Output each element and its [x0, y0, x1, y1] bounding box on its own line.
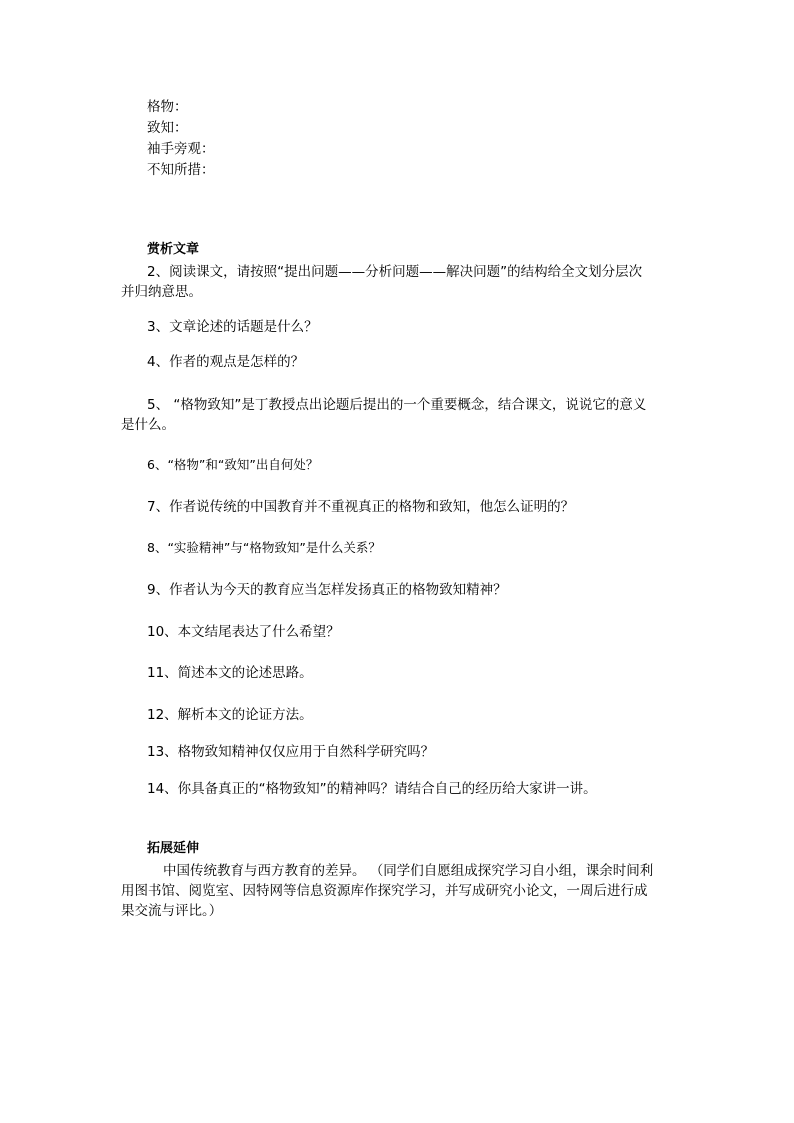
extension-paragraph: 中国传统教育与西方教育的差异。 （同学们自愿组成探究学习自小组，课余时间利用图书馆、阅览室、因特网等信息资源库作探究学习，并写成研究小论文，一周后进行成果交流与评比。）: [121, 863, 654, 919]
vocab-item-xiushou: 袖手旁观：: [147, 141, 215, 157]
question-2: 2、阅读课文，请按照“提出问题——分析问题——解决问题”的结构给全文划分层次并归纳意思。: [121, 264, 643, 300]
question-4: 4、作者的观点是怎样的？: [147, 354, 305, 370]
question-13: 13、格物致知精神仅仅应用于自然科学研究吗？: [147, 744, 435, 760]
question-3: 3、文章论述的话题是什么？: [147, 319, 318, 335]
question-8: 8、“实验精神”与“格物致知”是什么关系？: [147, 540, 381, 555]
question-11: 11、简述本文的论述思路。: [147, 665, 313, 681]
question-6: 6、“格物”和“致知”出自何处？: [147, 457, 319, 472]
question-9: 9、作者认为今天的教育应当怎样发扬真正的格物致知精神？: [147, 582, 507, 598]
question-7: 7、作者说传统的中国教育并不重视真正的格物和致知，他怎么证明的？: [147, 499, 575, 515]
vocab-item-buzhi: 不知所措：: [147, 162, 215, 178]
vocab-item-gewu: 格物：: [147, 99, 188, 115]
question-14: 14、你具备真正的“格物致知”的精神吗？请结合自己的经历给大家讲一讲。: [147, 781, 597, 797]
section-heading-appreciation: 赏析文章: [147, 242, 200, 257]
question-12: 12、解析本文的论证方法。: [147, 707, 313, 723]
vocab-item-zhizhi: 致知：: [147, 120, 188, 136]
section-heading-extension: 拓展延伸: [147, 841, 200, 856]
question-5: 5、 “格物致知”是丁教授点出论题后提出的一个重要概念，结合课文，说说它的意义是什么。: [121, 397, 647, 433]
question-10: 10、本文结尾表达了什么希望？: [147, 624, 340, 640]
